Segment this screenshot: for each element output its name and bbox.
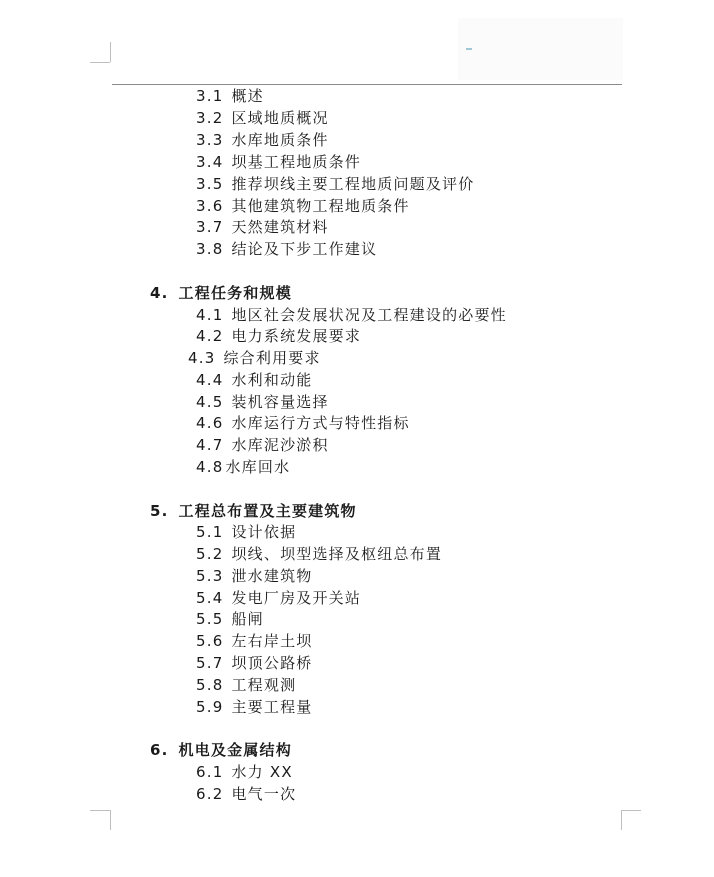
toc-item xyxy=(196,631,312,651)
toc-item-title: 电气一次 xyxy=(231,785,297,803)
toc-item-number: 3.8 xyxy=(196,240,224,258)
toc-item-title: 水库运行方式与特性指标 xyxy=(231,414,410,432)
toc-item-title: 水库地质条件 xyxy=(231,131,329,149)
header-mark xyxy=(466,48,472,50)
crop-mark-top-left xyxy=(90,62,110,63)
toc-item-title: 结论及下步工作建议 xyxy=(231,240,378,258)
toc-item xyxy=(196,108,329,128)
toc-item-number: 3.1 xyxy=(196,87,224,105)
toc-item xyxy=(196,130,329,150)
toc-item xyxy=(196,566,312,586)
toc-item-title: 工程观测 xyxy=(231,676,297,694)
toc-item-number: 4.7 xyxy=(196,436,224,454)
toc-item-number: 3.3 xyxy=(196,131,224,149)
toc-item xyxy=(196,675,296,695)
toc-item-title: 船闸 xyxy=(231,610,264,628)
crop-mark-bottom-left xyxy=(110,810,111,830)
toc-item xyxy=(196,86,264,106)
toc-item-title: 发电厂房及开关站 xyxy=(231,589,362,607)
toc-item-title: 泄水建筑物 xyxy=(231,567,313,585)
toc-item-number: 5.3 xyxy=(196,567,224,585)
toc-item-title: 其他建筑物工程地质条件 xyxy=(231,197,410,215)
section-heading xyxy=(150,501,357,521)
toc-item xyxy=(196,174,474,194)
toc-item-number: 5.6 xyxy=(196,632,224,650)
toc-item xyxy=(196,522,296,542)
toc-item xyxy=(196,305,507,325)
header-rule xyxy=(112,84,622,85)
section-heading xyxy=(150,740,292,760)
crop-mark-bottom-right xyxy=(621,810,622,830)
toc-item xyxy=(196,588,361,608)
toc-item-number: 4.3 xyxy=(188,349,216,367)
toc-item-title: 水库泥沙淤积 xyxy=(231,436,329,454)
toc-item-title: 概述 xyxy=(231,87,264,105)
toc-item-title: 区域地质概况 xyxy=(231,109,329,127)
toc-item xyxy=(196,762,293,782)
toc-item-number: 4.8 xyxy=(196,458,224,476)
toc-item xyxy=(196,370,312,390)
toc-item xyxy=(196,196,410,216)
toc-item-title: 装机容量选择 xyxy=(231,393,329,411)
section-heading xyxy=(150,283,292,303)
toc-item-number: 4.6 xyxy=(196,414,224,432)
toc-item-title: 推荐坝线主要工程地质问题及评价 xyxy=(231,175,475,193)
toc-item-number: 5.9 xyxy=(196,698,224,716)
toc-item xyxy=(196,697,312,717)
toc-item-title: 水库回水 xyxy=(225,458,291,476)
header-area xyxy=(458,18,623,80)
section-number: 6. xyxy=(150,741,169,759)
toc-item-title: 水利和动能 xyxy=(231,371,313,389)
toc-item xyxy=(196,217,329,237)
toc-item-number: 5.4 xyxy=(196,589,224,607)
crop-mark-bottom-left xyxy=(90,810,110,811)
section-title: 机电及金属结构 xyxy=(178,741,292,759)
toc-item-title: 设计依据 xyxy=(231,523,297,541)
toc-item xyxy=(188,348,321,368)
toc-item-number: 3.7 xyxy=(196,218,224,236)
toc-item xyxy=(196,413,410,433)
toc-item-number: 3.6 xyxy=(196,197,224,215)
toc-item-number: 4.1 xyxy=(196,306,224,324)
toc-item-title: 坝基工程地质条件 xyxy=(231,153,362,171)
toc-item-number: 5.5 xyxy=(196,610,224,628)
toc-item xyxy=(196,392,329,412)
toc-item-number: 4.4 xyxy=(196,371,224,389)
section-number: 5. xyxy=(150,502,169,520)
toc-item xyxy=(196,544,442,564)
toc-item-number: 3.5 xyxy=(196,175,224,193)
toc-item xyxy=(196,609,264,629)
toc-item xyxy=(196,152,361,172)
toc-item-number: 3.4 xyxy=(196,153,224,171)
toc-item xyxy=(196,653,312,673)
toc-item-title: 坝线、坝型选择及枢纽总布置 xyxy=(231,545,443,563)
toc-item-title: 坝顶公路桥 xyxy=(231,654,313,672)
toc-item-number: 4.2 xyxy=(196,327,224,345)
toc-item-title: 水力 XX xyxy=(231,763,293,781)
toc-item xyxy=(196,239,377,259)
section-title: 工程任务和规模 xyxy=(178,284,292,302)
toc-item-title: 主要工程量 xyxy=(231,698,313,716)
crop-mark-bottom-right xyxy=(621,810,641,811)
toc-item-title: 左右岸土坝 xyxy=(231,632,313,650)
section-number: 4. xyxy=(150,284,169,302)
toc-item-number: 6.2 xyxy=(196,785,224,803)
section-title: 工程总布置及主要建筑物 xyxy=(178,502,357,520)
toc-item-title: 综合利用要求 xyxy=(223,349,321,367)
toc-item-number: 5.8 xyxy=(196,676,224,694)
toc-item-number: 5.7 xyxy=(196,654,224,672)
toc-item-number: 4.5 xyxy=(196,393,224,411)
crop-mark-top-left xyxy=(110,42,111,62)
toc-item-title: 天然建筑材料 xyxy=(231,218,329,236)
toc-item-title: 电力系统发展要求 xyxy=(231,327,362,345)
toc-item xyxy=(196,435,329,455)
toc-item-number: 3.2 xyxy=(196,109,224,127)
toc-item xyxy=(196,784,296,804)
toc-item-number: 5.2 xyxy=(196,545,224,563)
toc-item xyxy=(196,326,361,346)
toc-item xyxy=(196,457,290,477)
toc-item-number: 5.1 xyxy=(196,523,224,541)
toc-item-title: 地区社会发展状况及工程建设的必要性 xyxy=(231,306,507,324)
toc-item-number: 6.1 xyxy=(196,763,224,781)
